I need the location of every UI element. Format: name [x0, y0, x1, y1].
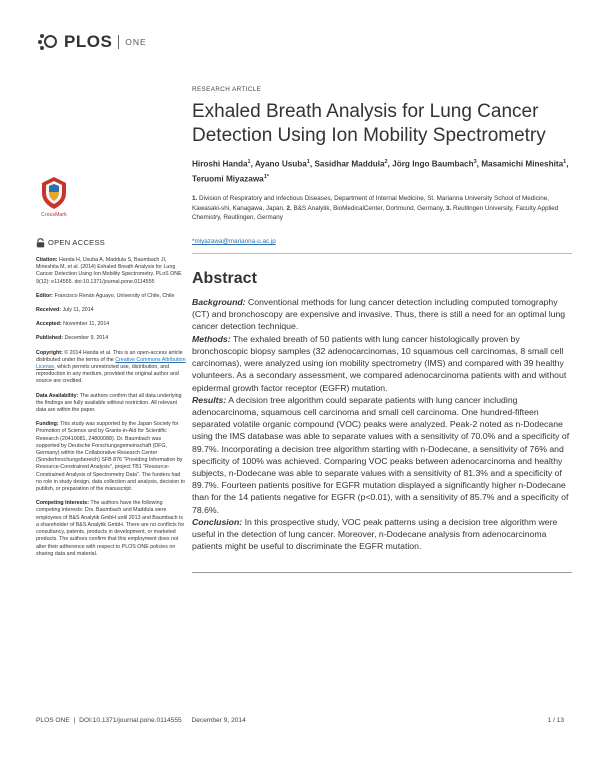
abstract-section-label: Methods:	[192, 333, 231, 344]
citation-label: Citation:	[36, 257, 58, 263]
citation-block	[36, 257, 186, 286]
accepted-label: Accepted:	[36, 321, 62, 328]
author-affiliation-sup: 1	[563, 159, 567, 165]
author-affiliation-sup: 1	[306, 159, 310, 165]
received-text: July 11, 2014	[62, 307, 94, 314]
citation-text: Handa H, Usuba A, Maddula S, Baumbach JI, Mineshita M, et al. (2014) Exhaled Breath Analysis for Lung Cancer Detection Using Ion Mobility Spectrometry. PLoS ONE 9(12): e114555. doi:10.1371/journal.pone.0114555	[36, 257, 182, 285]
author-separator: ,	[250, 159, 255, 169]
abstract-section-label: Background:	[192, 297, 246, 308]
logo-divider	[118, 35, 119, 49]
crossmark-badge[interactable]	[34, 175, 74, 218]
abstract-section	[192, 516, 572, 553]
abstract-body	[192, 296, 572, 552]
copyright-label: Copyright:	[36, 349, 63, 356]
published-label: Published:	[36, 335, 64, 342]
plos-one-logo[interactable]	[38, 32, 147, 52]
corresponding-email-block	[192, 230, 572, 254]
data-availability-text: The authors confirm that all data underlying the findings are fully available without restriction. All relevant data are within the paper.	[36, 392, 182, 414]
author-separator: ,	[476, 159, 482, 169]
affiliation-number: 3.	[446, 204, 452, 212]
affiliation-number: 2.	[286, 204, 292, 212]
author-list	[192, 156, 572, 186]
footer-separator: |	[73, 717, 76, 724]
affiliation-number: 1.	[192, 195, 198, 203]
funding-label: Funding:	[36, 421, 59, 428]
author-name: Masamichi Mineshita	[481, 159, 564, 169]
funding-text: This study was supported by the Japan Society for Promotion of Science and by Grants-in-Aid for Scientific Research (20410081, 24800088). Dr. Baumbach was supported by Deutsche Forschungsgemeinschaft (DFG, Germany) within the Collaborative Research Center (Sonderforschungsbereich) SFB 876 "Providing Information by Resource-Constrained Analysis", project TB1 "Resource-Constrained Analysis of Spectrometry Data". The funders had no role in study design, data collection and analysis, decision to publish, or preparation of the manuscript.	[36, 421, 185, 493]
author-affiliation-sup: 3	[473, 159, 477, 165]
competing-interests-block	[36, 500, 186, 558]
author-name: Sasidhar Maddula	[314, 159, 385, 169]
funding-block	[36, 421, 186, 493]
open-lock-icon	[36, 238, 45, 248]
abstract-section-text: In this prospective study, VOC peak patterns using a decision tree algorithm were useful in the detection of lung cancer. Moreover, n-Dodecane analysis from adenocarcinoma patients might be useful to discriminate the EGFR mutation.	[192, 516, 558, 552]
editor-block	[36, 293, 186, 300]
author-separator: ,	[387, 159, 393, 169]
author-separator: ,	[566, 159, 569, 169]
copyright-text-continued: , which permits unrestricted use, distribution, and reproduction in any medium, provided the original author and source are credited.	[36, 364, 179, 385]
abstract-section-text: A decision tree algorithm could separate patients with lung cancer including adenocarcinoma, squamous cell carcinoma and small cell carcinoma. One hundred-fifteen separated volatile organic compound (VOC) peaks were analyzed. Peak-2 noted as n-Dodecane using the IMS database was able to separate values with a sensitivity of 70.0% and a specificity of 89.7%. Incorporating a decision tree algorithm starting with n-Dodecane, a sensitivity of 76% and specificity of 100% was achieved. Comparing VOC peaks between adenocarcinoma and healthy subjects, n-Dodecane was able to separate values with a sensitivity of 81.3% and a specificity of 89.7%. Fourteen patients positive for EGFR mutation displayed a significantly higher n-Dodecane than for the 14 patients negative for EGFR (p<0.01), with a sensitivity of 85.7% and a specificity of 78.6%.	[192, 394, 570, 515]
competing-interests-label: Competing Interests:	[36, 500, 89, 507]
logo-subtitle: ONE	[125, 37, 147, 47]
abstract-heading: Abstract	[192, 270, 257, 288]
author-name: Hiroshi Handa	[192, 159, 248, 169]
author-name: Jörg Ingo Baumbach	[392, 159, 474, 169]
abstract-section	[192, 333, 572, 394]
author-affiliation-sup: 2	[384, 159, 388, 165]
footer-date: December 9, 2014	[191, 717, 246, 724]
author-affiliation-sup: 1*	[263, 174, 269, 181]
copyright-text: © 2014 Handa et al. This is an open-access article distributed under the terms of the	[36, 349, 183, 363]
crossmark-icon	[40, 175, 68, 211]
plos-logo-icon	[38, 33, 62, 51]
article-type: RESEARCH ARTICLE	[192, 86, 262, 93]
article-title: Exhaled Breath Analysis for Lung Cancer Detection Using Ion Mobility Spectrometry	[192, 101, 546, 146]
copyright-block	[36, 350, 186, 386]
email-divider	[192, 253, 572, 254]
abstract-section	[192, 394, 572, 516]
published-block	[36, 335, 186, 342]
crossmark-label: CrossMark	[41, 212, 67, 218]
received-block	[36, 307, 186, 314]
footer-doi[interactable]: DOI:10.1371/journal.pone.0114555	[79, 717, 182, 724]
abstract-divider	[192, 572, 572, 573]
email-marker: *	[192, 238, 195, 246]
abstract-section	[192, 296, 572, 333]
logo-text: PLOS	[64, 32, 113, 51]
accepted-block	[36, 321, 186, 328]
article-main	[192, 86, 572, 573]
article-sidebar	[36, 238, 186, 565]
editor-label: Editor:	[36, 292, 54, 299]
published-text: December 9, 2014	[64, 335, 109, 342]
editor-text: Francisco Renán Aguayo, University of Chile, Chile	[54, 292, 175, 299]
affiliation-3: Reutlingen University, Faculty Applied Chemistry, Reutlingen, Germany	[192, 204, 559, 221]
abstract-section-text: The exhaled breath of 50 patients with lung cancer histologically proven by bronchoscopic biopsy samples (32 adenocarcinomas, 10 squamous cell carcinomas, 8 small cell carcinomas), were analyzed using ion mobility spectrometry (IMS) and compared with 39 healthy volunteers. As a secondary assessment, we compared adenocarcinoma patients with and without epidermal growth factor receptor (EGFR) mutation.	[192, 333, 567, 393]
open-access-badge	[36, 238, 186, 248]
affiliation-2: B&S Analytik, BioMedicalCenter, Dortmund, Germany,	[291, 204, 447, 212]
received-label: Received:	[36, 307, 62, 314]
open-access-label: OPEN ACCESS	[48, 238, 106, 248]
affiliations	[192, 194, 572, 222]
license-link[interactable]: Creative Commons Attribution License	[36, 356, 186, 371]
abstract-section-label: Results:	[192, 394, 227, 405]
accepted-text: November 11, 2014	[63, 321, 110, 328]
corresponding-email-link[interactable]: miyazawa@marianna-u.ac.jp	[194, 238, 276, 246]
author-affiliation-sup: 1	[247, 159, 251, 165]
abstract-section-text: Conventional methods for lung cancer detection including computed tomography (CT) and bronchoscopy are expensive and invasive. Thus, there is still a need for an optimal lung cancer detection technique.	[192, 297, 566, 332]
data-availability-block	[36, 393, 186, 415]
competing-interests-text: The authors have the following competing interests: Drs. Baumbach and Maddula were employees of B&S Analytik GmbH until 2013 and Baumbach is a shareholder of B&S Analytik GmbH. There are no conflicts for consultancy, patents, products in development, or marketed products. The authors confirm that this employment does not alter their adherence with respect to PLOS ONE policies on sharing data and material.	[36, 500, 185, 557]
footer-journal: PLOS ONE	[36, 717, 70, 724]
author-name: Teruomi Miyazawa	[192, 174, 264, 184]
author-separator: ,	[309, 159, 315, 169]
data-availability-label: Data Availability:	[36, 392, 79, 399]
author-name: Ayano Usuba	[254, 159, 307, 169]
abstract-section-label: Conclusion:	[192, 516, 243, 527]
page-number: 1 / 13	[547, 717, 564, 724]
page-footer	[36, 717, 564, 724]
affiliation-1: Division of Respiratory and Infectious Diseases, Department of Internal Medicine, St. Marianna University School of Medicine, Kawasaki-shi, Kanagawa, Japan,	[192, 195, 550, 212]
